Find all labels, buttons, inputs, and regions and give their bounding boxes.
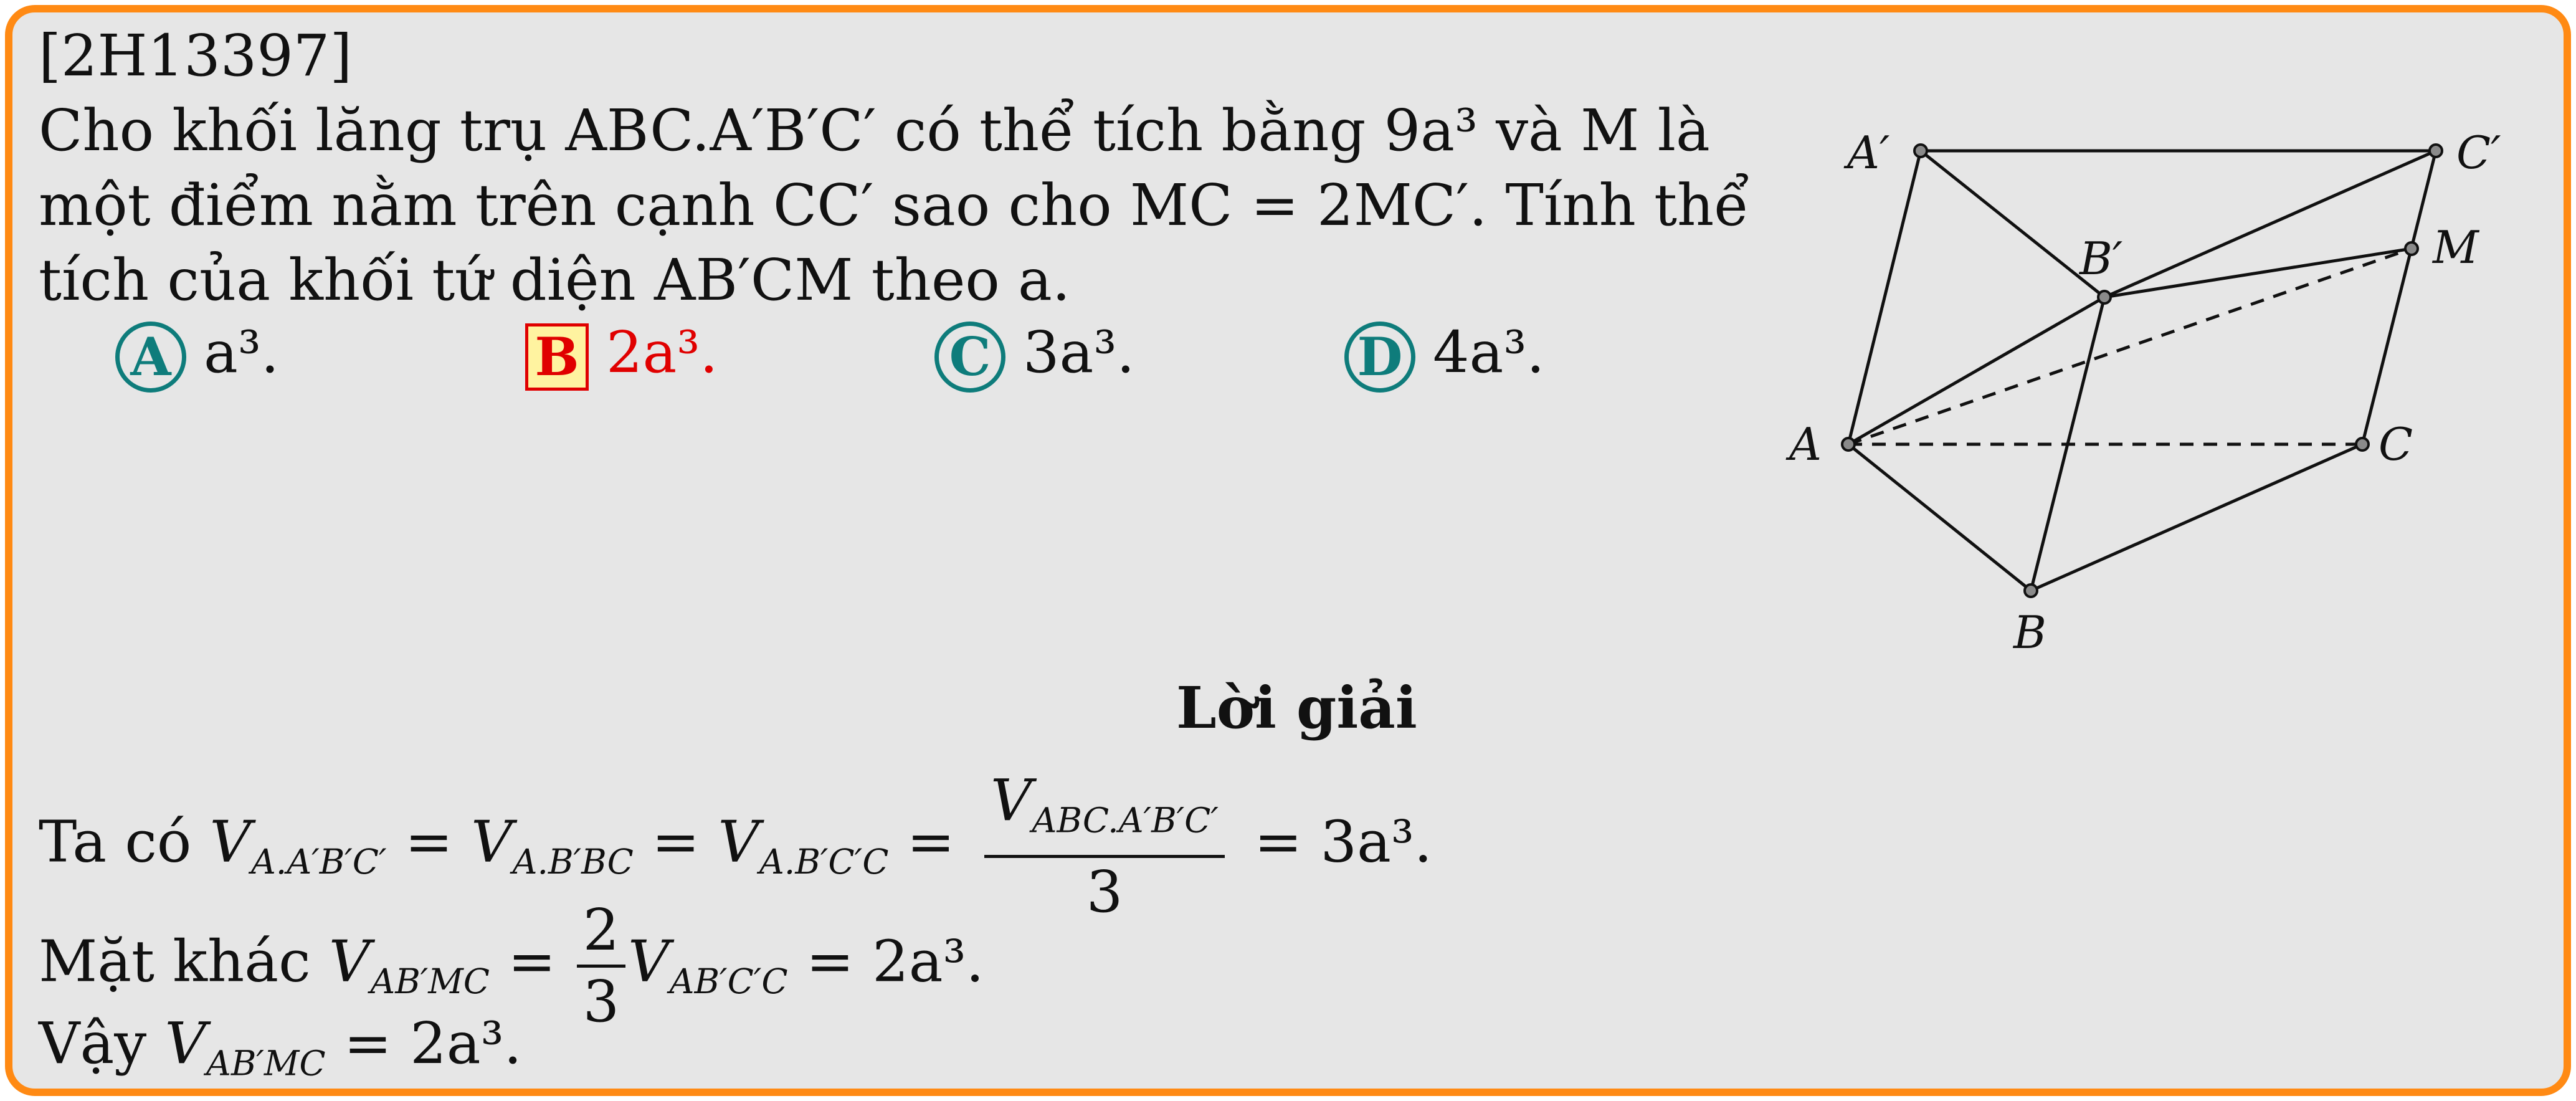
problem-code: [2H13397] [39, 22, 353, 89]
s2-frac-den: 3 [582, 968, 620, 1035]
s2-frac-num: 2 [577, 896, 626, 968]
s2-v1: V [328, 928, 371, 995]
edge-a-m-hidden [1848, 249, 2412, 444]
option-a-text: a³. [204, 319, 279, 386]
s1-frac-v: V [991, 767, 1032, 834]
s1-v3: V [718, 808, 759, 875]
s1-v1: V [209, 808, 251, 875]
point-c-prime [2430, 145, 2442, 157]
s1-eq2: = [652, 808, 700, 875]
s3-eq1: = [343, 1010, 392, 1077]
edge-c-c-prime [2362, 151, 2436, 444]
option-c-text: 3a³. [1023, 319, 1135, 386]
s2-eq1: = [508, 928, 556, 995]
point-b [2025, 584, 2037, 597]
point-a-prime [1914, 145, 1927, 157]
option-a-letter: A [115, 322, 186, 393]
option-d-text: 4a³. [1433, 319, 1545, 386]
s1-eq4: = [1254, 808, 1303, 875]
s3-v1: V [164, 1010, 206, 1077]
s3-lead: Vậy [39, 1010, 147, 1077]
s2-v2-sub: AB′C′C [669, 961, 788, 1002]
solution-line-3 [39, 1006, 522, 1101]
s3-result: 2a³. [410, 1010, 522, 1077]
option-d-letter: D [1344, 322, 1415, 393]
point-m [2405, 242, 2418, 255]
s1-v1-sub: A.A′B′C′ [250, 842, 387, 882]
s2-fraction [577, 896, 626, 1036]
problem-line-2: một điểm nằm trên cạnh CC′ sao cho MC = 2MC′. Tính thể [39, 172, 1749, 239]
s1-frac-sub: ABC.A′B′C′ [1032, 801, 1219, 841]
option-c-letter: C [934, 322, 1005, 393]
s1-v2-sub: A.B′BC [512, 842, 634, 882]
s2-result: 2a³. [872, 928, 984, 995]
label-c: C [2379, 418, 2413, 470]
edge-a-b-prime [1848, 297, 2104, 444]
problem-line-1: Cho khối lăng trụ ABC.A′B′C′ có thể tích bằng 9a³ và M là [39, 97, 1710, 164]
s1-eq3: = [906, 808, 955, 875]
s1-fraction [984, 766, 1225, 927]
edge-a-a-prime [1848, 151, 1921, 444]
s2-v1-sub: AB′MC [370, 961, 490, 1002]
s1-v2: V [471, 808, 513, 875]
s1-v3-sub: A.B′C′C [759, 842, 889, 882]
edge-a-b [1848, 444, 2031, 591]
edge-b-prime-c-prime [2104, 151, 2436, 297]
label-b: B [2013, 606, 2046, 659]
solution-heading: Lời giải [1176, 674, 1417, 741]
s2-lead: Mặt khác [39, 928, 311, 995]
s1-eq1: = [404, 808, 453, 875]
edge-a-prime-b-prime [1921, 151, 2104, 297]
point-c [2356, 438, 2369, 450]
option-b-text: 2a³. [606, 319, 718, 386]
s1-result: 3a³. [1320, 808, 1433, 875]
s1-lead: Ta có [39, 808, 192, 875]
point-a [1842, 438, 1855, 450]
label-b-prime: B′ [2079, 232, 2123, 285]
problem-line-3: tích của khối tứ diện AB′CM theo a. [39, 247, 1071, 313]
s2-v2: V [628, 928, 670, 995]
label-c-prime: C′ [2456, 126, 2501, 179]
label-a: A [1789, 418, 1822, 470]
s2-eq2: = [806, 928, 854, 995]
edge-b-c [2031, 444, 2362, 591]
point-b-prime [2098, 291, 2111, 303]
label-a-prime: A′ [1847, 126, 1890, 179]
s3-v1-sub: AB′MC [206, 1044, 326, 1084]
label-m: M [2433, 221, 2479, 274]
edge-b-prime-m [2104, 249, 2412, 297]
option-b-letter: B [525, 323, 589, 391]
s1-frac-den: 3 [1086, 859, 1123, 926]
